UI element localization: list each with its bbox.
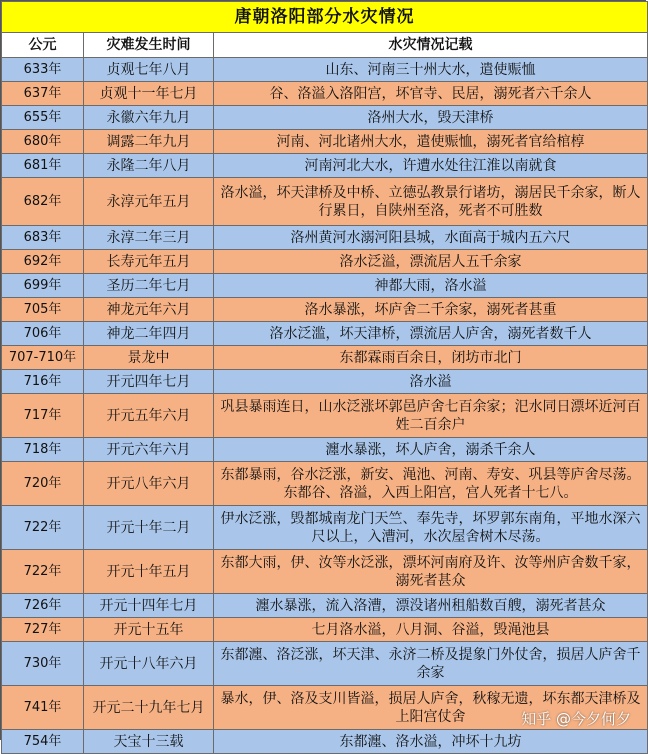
table-row <box>2 394 648 438</box>
cell-year: 754年 <box>2 730 84 754</box>
cell-record: 洛州黄河水溺河阳县城，水面高于城内五六尺 <box>214 226 648 250</box>
table-row <box>2 250 648 274</box>
cell-date: 开元二十九年七月 <box>84 686 214 730</box>
cell-year: 637年 <box>2 82 84 106</box>
cell-record: 河南河北大水，许遭水处往江淮以南就食 <box>214 154 648 178</box>
table-row <box>2 298 648 322</box>
cell-year: 716年 <box>2 370 84 394</box>
table-row <box>2 58 648 82</box>
flood-table <box>1 1 648 754</box>
table-row <box>2 106 648 130</box>
table-row <box>2 178 648 226</box>
cell-date: 永徽六年九月 <box>84 106 214 130</box>
table-row <box>2 226 648 250</box>
table-row <box>2 154 648 178</box>
cell-date: 圣历二年七月 <box>84 274 214 298</box>
cell-year: 730年 <box>2 642 84 686</box>
cell-date: 开元八年六月 <box>84 462 214 506</box>
cell-year: 633年 <box>2 58 84 82</box>
table-row <box>2 642 648 686</box>
cell-year: 720年 <box>2 462 84 506</box>
cell-date: 开元十年五月 <box>84 550 214 594</box>
cell-record: 洛水溢 <box>214 370 648 394</box>
table-row <box>2 618 648 642</box>
cell-date: 永淳元年五月 <box>84 178 214 226</box>
cell-year: 718年 <box>2 438 84 462</box>
cell-record: 七月洛水溢，八月洞、谷溢，毁渑池县 <box>214 618 648 642</box>
cell-year: 727年 <box>2 618 84 642</box>
table-row <box>2 550 648 594</box>
cell-year: 722年 <box>2 550 84 594</box>
table-row <box>2 346 648 370</box>
cell-date: 长寿元年五月 <box>84 250 214 274</box>
table-row <box>2 462 648 506</box>
cell-date: 开元五年六月 <box>84 394 214 438</box>
cell-record: 暴水，伊、洛及支川皆溢，损居人庐舍，秋稼无遗，坏东都天津桥及上阳宫仗舍 <box>214 686 648 730</box>
table-row <box>2 322 648 346</box>
cell-year: 683年 <box>2 226 84 250</box>
cell-date: 贞观七年八月 <box>84 58 214 82</box>
cell-year: 717年 <box>2 394 84 438</box>
cell-record: 东都霖雨百余日，闭坊市北门 <box>214 346 648 370</box>
cell-record: 神都大雨，洛水溢 <box>214 274 648 298</box>
cell-record: 洛州大水，毁天津桥 <box>214 106 648 130</box>
cell-record: 东都大雨，伊、汝等水泛涨，漂坏河南府及许、汝等州庐舍数千家，溺死者甚众 <box>214 550 648 594</box>
cell-year: 692年 <box>2 250 84 274</box>
table-title: 唐朝洛阳部分水灾情况 <box>2 2 648 33</box>
cell-year: 705年 <box>2 298 84 322</box>
cell-record: 河南、河北诸州大水，遣使赈恤，溺死者官给棺椁 <box>214 130 648 154</box>
cell-year: 699年 <box>2 274 84 298</box>
cell-record: 洛水泛溢，漂流居人五千余家 <box>214 250 648 274</box>
cell-record: 东都瀍、洛泛涨，坏天津、永济二桥及提象门外仗舍，损居人庐舍千余家 <box>214 642 648 686</box>
cell-date: 开元十八年六月 <box>84 642 214 686</box>
cell-record: 巩县暴雨连日，山水泛涨坏郭邑庐舍七百余家；汜水同日漂坏近河百姓二百余户 <box>214 394 648 438</box>
table-row <box>2 594 648 618</box>
cell-record: 瀍水暴涨，流入洛漕，漂没诸州租船数百艘，溺死者甚众 <box>214 594 648 618</box>
cell-record: 瀍水暴涨，坏人庐舍，溺杀千余人 <box>214 438 648 462</box>
watermark: 知乎 @今夕何夕 <box>521 710 631 728</box>
cell-year: 726年 <box>2 594 84 618</box>
cell-date: 开元六年六月 <box>84 438 214 462</box>
table-row <box>2 506 648 550</box>
cell-year: 682年 <box>2 178 84 226</box>
table-row <box>2 370 648 394</box>
cell-year: 722年 <box>2 506 84 550</box>
cell-date: 永淳二年三月 <box>84 226 214 250</box>
cell-record: 山东、河南三十州大水，遣使赈恤 <box>214 58 648 82</box>
cell-record: 东都暴雨，谷水泛涨，新安、渑池、河南、寿安、巩县等庐舍尽荡。东都谷、洛溢，入西上阳宫，宫人死者十七八。 <box>214 462 648 506</box>
cell-record: 伊水泛涨，毁都城南龙门天竺、奉先寺，坏罗郭东南角，平地水深六尺以上，入漕河，水次屋舍树木尽荡。 <box>214 506 648 550</box>
cell-year: 680年 <box>2 130 84 154</box>
cell-date: 贞观十一年七月 <box>84 82 214 106</box>
cell-date: 调露二年九月 <box>84 130 214 154</box>
header-year: 公元 <box>2 33 84 58</box>
cell-record: 洛水泛滥，坏天津桥，漂流居人庐舍，溺死者数千人 <box>214 322 648 346</box>
cell-year: 741年 <box>2 686 84 730</box>
cell-date: 神龙二年四月 <box>84 322 214 346</box>
cell-year: 706年 <box>2 322 84 346</box>
table-row <box>2 438 648 462</box>
cell-date: 天宝十三载 <box>84 730 214 754</box>
cell-date: 开元十年二月 <box>84 506 214 550</box>
cell-date: 景龙中 <box>84 346 214 370</box>
cell-record: 洛水暴涨，坏庐舍二千余家，溺死者甚重 <box>214 298 648 322</box>
cell-record: 东都瀍、洛水溢，冲坏十九坊 <box>214 730 648 754</box>
table-row <box>2 82 648 106</box>
cell-year: 681年 <box>2 154 84 178</box>
cell-date: 开元十五年 <box>84 618 214 642</box>
cell-date: 开元四年七月 <box>84 370 214 394</box>
cell-date: 永隆二年八月 <box>84 154 214 178</box>
cell-year: 655年 <box>2 106 84 130</box>
table-row <box>2 274 648 298</box>
header-record: 水灾情况记载 <box>214 33 648 58</box>
cell-year: 707-710年 <box>2 346 84 370</box>
cell-record: 洛水溢，坏天津桥及中桥、立德弘教景行诸坊，溺居民千余家，断人行累日，自陕州至洛，死者不可胜数 <box>214 178 648 226</box>
table-body <box>2 58 648 754</box>
cell-date: 开元十四年七月 <box>84 594 214 618</box>
table-row <box>2 130 648 154</box>
cell-date: 神龙元年六月 <box>84 298 214 322</box>
header-date: 灾难发生时间 <box>84 33 214 58</box>
cell-record: 谷、洛溢入洛阳宫，坏官寺、民居，溺死者六千余人 <box>214 82 648 106</box>
